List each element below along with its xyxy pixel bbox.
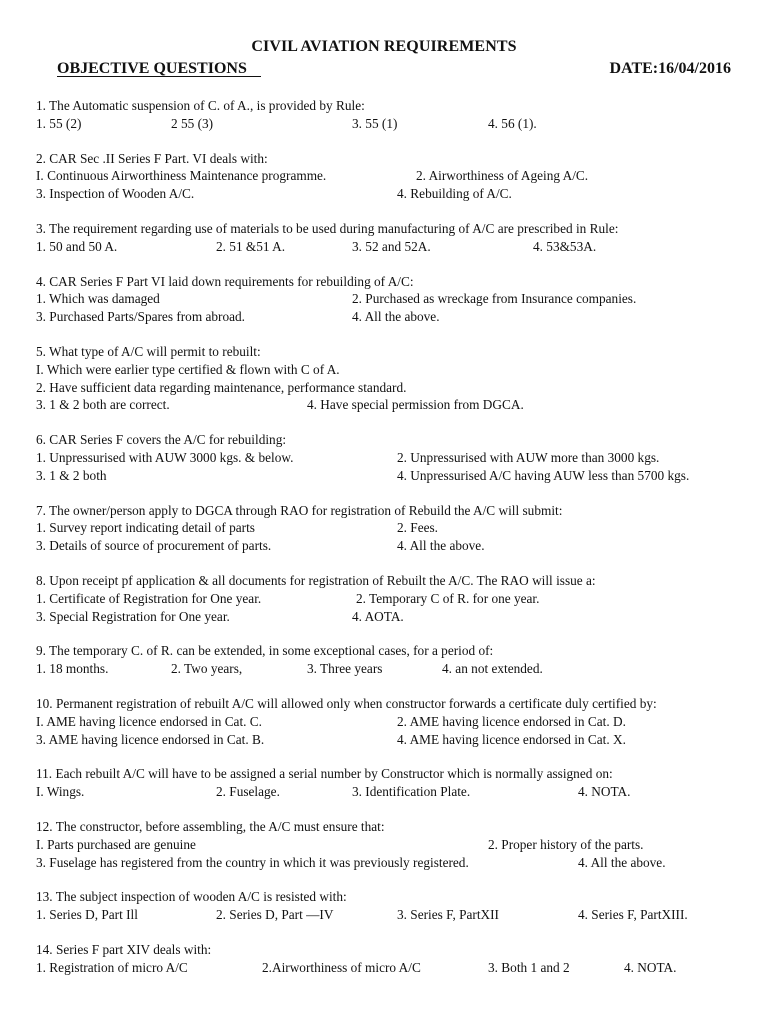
question-text: 2. CAR Sec .II Series F Part. VI deals with: xyxy=(36,150,268,166)
option-4: 4. All the above. xyxy=(397,538,485,554)
option-3: 3. AME having licence endorsed in Cat. B. xyxy=(36,731,265,747)
question-item xyxy=(36,502,746,555)
option-3: 3. Purchased Parts/Spares from abroad. xyxy=(36,309,246,325)
question-text: 13. The subject inspection of wooden A/C is resisted with: xyxy=(36,889,347,905)
option-1: I. Which were earlier type certified & flown with C of A. xyxy=(36,361,340,377)
option-1: 1. Certificate of Registration for One year. xyxy=(36,590,262,606)
option-4: 4. Rebuilding of A/C. xyxy=(397,186,512,202)
question-text: 14. Series F part XIV deals with: xyxy=(36,941,212,957)
option-2: 2. 51 &51 A. xyxy=(216,238,286,254)
question-text: 1. The Automatic suspension of C. of A., is provided by Rule: xyxy=(36,98,365,113)
option-1: I. Continuous Airworthiness Maintenance programme. xyxy=(36,168,327,184)
option-1: 1. Survey report indicating detail of parts xyxy=(36,520,255,536)
option-3: 3. 52 and 52A. xyxy=(352,238,431,254)
option-4: 4. All the above. xyxy=(578,854,666,870)
option-2: 2. Purchased as wreckage from Insurance companies. xyxy=(352,291,637,307)
option-3: 3. 1 & 2 both xyxy=(36,467,107,483)
document-title: CIVIL AVIATION REQUIREMENTS xyxy=(251,38,517,55)
option-3: 3. Details of source of procurement of parts. xyxy=(36,538,272,554)
option-2: 2. Airworthiness of Ageing A/C. xyxy=(416,168,589,184)
option-2: 2. Proper history of the parts. xyxy=(488,836,644,852)
option-4: 4. Unpressurised A/C having AUW less than 5700 kgs. xyxy=(397,467,690,483)
option-4: 4. NOTA. xyxy=(578,784,631,800)
option-3: 3. 55 (1) xyxy=(352,115,398,131)
question-item xyxy=(36,888,746,924)
question-text: 5. What type of A/C will permit to rebuilt: xyxy=(36,343,261,359)
question-item xyxy=(36,941,746,977)
question-item xyxy=(36,695,746,748)
question-item xyxy=(36,642,746,678)
question-item xyxy=(36,273,746,326)
question-text: 4. CAR Series F Part VI laid down requirements for rebuilding of A/C: xyxy=(36,273,414,289)
option-1: 1. Series D, Part Ill xyxy=(36,907,138,923)
option-3: 3. Both 1 and 2 xyxy=(488,959,570,975)
option-1: 1. 50 and 50 A. xyxy=(36,238,118,254)
question-item xyxy=(36,818,746,871)
question-text: 10. Permanent registration of rebuilt A/C will allowed only when constructor forwards a certificate duly certified by: xyxy=(36,695,657,711)
option-2: 2. Temporary C of R. for one year. xyxy=(356,590,540,606)
option-4: 4. 56 (1). xyxy=(488,115,537,131)
subtitle-underline xyxy=(57,76,261,77)
question-item xyxy=(36,572,746,625)
option-3: 3. 1 & 2 both are correct. xyxy=(36,397,170,413)
option-2: 2. Series D, Part —IV xyxy=(216,907,334,923)
question-item xyxy=(36,431,746,484)
question-list xyxy=(36,97,746,993)
option-4: 4. Series F, PartXIII. xyxy=(578,907,688,923)
option-3: 3. Three years xyxy=(307,661,383,677)
option-2: 2. AME having licence endorsed in Cat. D. xyxy=(397,713,626,729)
option-1: 1. Unpressurised with AUW 3000 kgs. & below. xyxy=(36,449,294,465)
question-text: 11. Each rebuilt A/C will have to be assigned a serial number by Constructor which is normally assigned on: xyxy=(36,766,613,782)
option-1: I. Parts purchased are genuine xyxy=(36,836,196,852)
option-2: 2. Unpressurised with AUW more than 3000 kgs. xyxy=(397,449,660,465)
document-date: DATE:16/04/2016 xyxy=(609,60,731,77)
option-2: 2. Fuselage. xyxy=(216,784,280,800)
option-4: 4. AME having licence endorsed in Cat. X. xyxy=(397,731,626,747)
option-1: I. AME having licence endorsed in Cat. C. xyxy=(36,713,262,729)
option-2: 2. Have sufficient data regarding maintenance, performance standard. xyxy=(36,379,407,395)
subtitle-text: OBJECTIVE QUESTIONS xyxy=(57,60,247,77)
option-4: 4. Have special permission from DGCA. xyxy=(307,397,524,413)
question-text: 12. The constructor, before assembling, the A/C must ensure that: xyxy=(36,818,385,834)
question-text: 9. The temporary C. of R. can be extended, in some exceptional cases, for a period of: xyxy=(36,643,494,659)
option-1: 1. 18 months. xyxy=(36,661,109,677)
question-text: 6. CAR Series F covers the A/C for rebuilding: xyxy=(36,432,287,448)
option-2: 2.Airworthiness of micro A/C xyxy=(262,959,421,975)
question-text: 8. Upon receipt pf application & all documents for registration of Rebuilt the A/C. The RAO will issue a: xyxy=(36,572,596,588)
option-4: 4. 53&53A. xyxy=(533,238,597,254)
option-3: 3. Series F, PartXII xyxy=(397,907,499,923)
question-item xyxy=(36,343,746,414)
question-item xyxy=(36,97,746,133)
option-3: 3. Inspection of Wooden A/C. xyxy=(36,186,195,202)
option-2: 2. Two years, xyxy=(171,661,243,677)
option-1: 1. Which was damaged xyxy=(36,291,160,307)
question-item xyxy=(36,765,746,801)
option-3: 3. Fuselage has registered from the country in which it was previously registered. xyxy=(36,854,469,870)
option-3: 3. Identification Plate. xyxy=(352,784,471,800)
option-4: 4. All the above. xyxy=(352,309,440,325)
option-2: 2. Fees. xyxy=(397,520,438,536)
option-1: 1. 55 (2) xyxy=(36,115,82,131)
option-1: 1. Registration of micro A/C xyxy=(36,959,188,975)
option-2: 2 55 (3) xyxy=(171,115,214,131)
option-4: 4. NOTA. xyxy=(624,959,677,975)
option-3: 3. Special Registration for One year. xyxy=(36,608,230,624)
option-4: 4. an not extended. xyxy=(442,661,543,677)
question-text: 3. The requirement regarding use of materials to be used during manufacturing of A/C are prescribed in Rule: xyxy=(36,220,619,236)
question-item xyxy=(36,220,746,256)
question-item xyxy=(36,150,746,203)
document-subtitle xyxy=(57,60,247,78)
question-text: 7. The owner/person apply to DGCA through RAO for registration of Rebuild the A/C will submit: xyxy=(36,502,563,518)
option-4: 4. AOTA. xyxy=(352,608,404,624)
option-1: I. Wings. xyxy=(36,784,85,800)
